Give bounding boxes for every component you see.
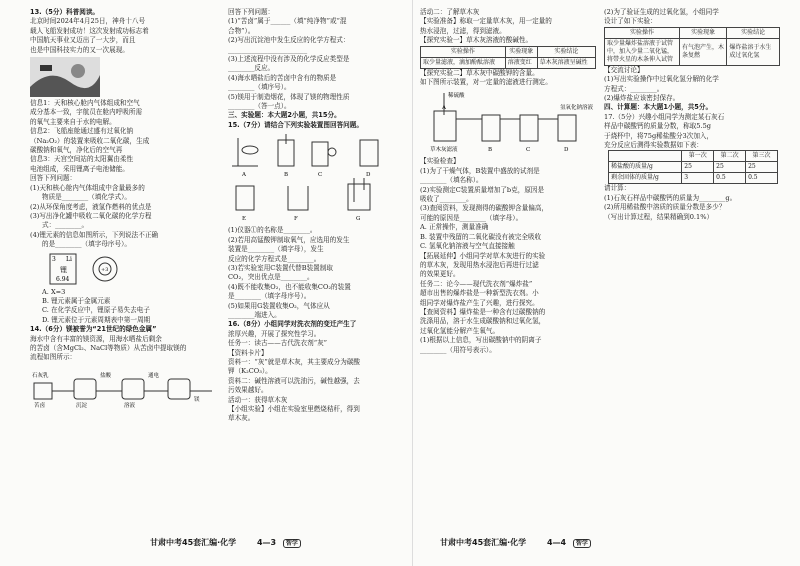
text-line: ________端进入。 xyxy=(228,310,281,319)
text-line: (5)镁用于制造烟花，体现了镁的物理性质 xyxy=(228,92,350,101)
text-line: 17.（5分）兴趣小组同学为测定某石灰石 xyxy=(604,112,725,121)
table-header: 实验操作 xyxy=(421,46,506,57)
text-line: 碳酸钠和氧气，净化后的空气再 xyxy=(30,146,123,155)
li-number: 3 xyxy=(52,255,56,263)
text-line: 信息1：天和核心舱内气体组成和空气 xyxy=(30,99,140,108)
text-line: 也是中国科技实力的又一次展现。 xyxy=(30,45,129,54)
table-cell: 剩余固体的质量/g xyxy=(609,173,682,184)
table-cell: 取少量爆炸盐溶液于试管中，加入少量二氧化锰，将带火星的木条伸入试管 xyxy=(605,38,680,65)
text-line: (2)为了验证生成的过氧化氢，小组同学 xyxy=(604,8,719,16)
text-line: 电池组成，采用锂离子电池储能。 xyxy=(30,164,129,173)
q14-heading: 14.（6分）镁被誉为“21世纪的绿色金属” xyxy=(30,325,157,334)
q13-4b: 的是________（填字母序号）。 xyxy=(42,240,132,249)
text-line: 吸收了________。 xyxy=(420,195,473,204)
text-line: 回答下列问题： xyxy=(228,8,275,16)
text-line: (3)查阅资料，发现测得的碳酸钾含量偏高， xyxy=(420,204,549,213)
text-line: B. 装置中残留的二氧化碳没有被完全吸收 xyxy=(420,232,542,241)
text-line: 活动二：了解草木灰 xyxy=(420,8,480,16)
activity-2-intro xyxy=(420,8,598,46)
q14-text xyxy=(30,335,222,363)
text-line: (2)实验测定C装置质量增加了b克，原因是 xyxy=(420,185,545,194)
li-mass: 6.94 xyxy=(56,275,70,283)
column-4 xyxy=(604,8,784,528)
table-header-row xyxy=(609,151,778,162)
q15-heading: 15.（7分）请结合下列实验装置图回答问题。 xyxy=(228,120,363,129)
experiment-2-text xyxy=(420,69,598,88)
text-line: CO₂，突出优点是________。 xyxy=(228,273,314,282)
text-line: (4)海水晒盐后的苦卤中含有的物质是 xyxy=(228,73,337,82)
figure-label: D xyxy=(366,172,371,179)
table-header: 实验结论 xyxy=(727,27,780,38)
text-line: (1)石灰石样品中碳酸钙的质量为________g。 xyxy=(604,193,737,202)
text-line: C. 氢氧化钠溶液与空气直接接触 xyxy=(420,242,515,251)
q15-text xyxy=(228,226,405,320)
text-line: ________（填名称）。 xyxy=(420,176,483,185)
section-4-title: 四、计算题：本大题1小题，共5分。 xyxy=(604,103,713,112)
experiment-check-text xyxy=(420,157,598,355)
column-1 xyxy=(30,8,222,528)
text-line: 装置是________（填字母），发生 xyxy=(228,245,324,254)
text-line: ________________________ xyxy=(228,45,308,54)
text-line: 合物”）。 xyxy=(228,26,255,35)
q17-text xyxy=(604,113,784,151)
text-line: 反应的化学方程式是________。 xyxy=(228,254,321,263)
text-line: 任务一：读古——古代洗衣剂“灰” xyxy=(228,339,328,348)
text-line: 超市出售的爆炸盐是一种新型洗衣剂。小 xyxy=(420,289,539,298)
table-header: 实验现象 xyxy=(680,27,727,38)
co2-measurement-apparatus xyxy=(420,89,596,155)
q13-3b: 式：________。 xyxy=(42,221,89,230)
text-line: (2)写出沉淀池中发生反应的化学方程式： xyxy=(228,36,350,45)
table-header: 第三次 xyxy=(746,151,778,162)
text-line: ________（答一点）。 xyxy=(228,102,291,111)
text-line: 【拓展延伸】小组同学对草木灰进行的实验 xyxy=(420,251,546,260)
text-line: 过氧化氢能分解产生氧气。 xyxy=(420,326,500,335)
text-line: B. 锂元素属于金属元素 xyxy=(42,296,111,305)
brand-badge-right: 智学 xyxy=(573,539,591,548)
figure-label: 氢氧化钠溶液 xyxy=(560,105,594,112)
text-line: 热水浸泡，过滤，得到滤液。 xyxy=(420,26,506,35)
column-3 xyxy=(420,8,598,528)
table-cell: 稀盐酸的质量/g xyxy=(609,162,682,173)
astronaut-image xyxy=(30,57,100,97)
table-cell: 0.5 xyxy=(746,173,778,184)
text-line: 海水中含有丰富的镁资源，用海水晒盐后剩余 xyxy=(30,334,162,343)
text-line: (2)所用稀盐酸中溶质的质量分数是多少？ xyxy=(604,203,726,212)
text-line: 信息3：天宫空间站的太阳翼由柔性 xyxy=(30,155,134,164)
text-line: (1)“苦卤”属于______（填“纯净物”或“混 xyxy=(228,17,347,26)
text-line: (2)爆炸盐应该密封保存。 xyxy=(604,94,680,103)
text-line: 浓厚兴趣，开展了探究性学习。 xyxy=(228,329,321,338)
table-header: 第一次 xyxy=(682,151,714,162)
figure-label: 稀硫酸 xyxy=(448,93,465,100)
text-line: 设计了如下实验： xyxy=(604,17,657,26)
intro-para xyxy=(30,17,222,55)
page-number-right: 4—4 xyxy=(546,537,567,547)
q14-continued xyxy=(228,8,405,111)
magnesium-flowchart xyxy=(30,365,220,409)
text-line: (1)根据以上信息，写出碳酸钠中的阴离子 xyxy=(420,336,542,345)
text-line: (3)若实验室用C装置代替B装置制取 xyxy=(228,263,333,272)
text-line: 洗涤用品，溶于水生成碳酸钠和过氧化氢， xyxy=(420,317,546,326)
text-line: 资料一：“灰”就是草木灰，其主要成分为碳酸 xyxy=(228,357,361,366)
figure-label: A xyxy=(442,105,446,112)
text-line: 资料二：碱性溶液可以洗油污，碱性越强，去 xyxy=(228,376,360,385)
text-line: ________（填序号）。 xyxy=(228,83,291,92)
text-line: 污效果越好。 xyxy=(228,386,268,395)
figure-label: B xyxy=(488,147,493,154)
table-row xyxy=(609,173,778,184)
discussion-text xyxy=(604,66,784,104)
table-header: 实验结论 xyxy=(537,46,595,57)
text-line: 成分基本一致，宇航员在舱内呼吸所需 xyxy=(30,108,143,117)
text-line: 【资料卡片】 xyxy=(228,348,268,357)
table-cell: 25 xyxy=(682,162,714,173)
figure-label: 盐酸 xyxy=(100,372,112,379)
text-line: A. X=3 xyxy=(42,287,66,296)
table-cell: 有气泡产生，木条复燃 xyxy=(680,38,727,65)
text-line: 流程如图所示： xyxy=(30,353,77,362)
table-header: 实验现象 xyxy=(505,46,537,57)
text-line: 的苦卤（含MgCl₂、NaCl等物质）从苦卤中提取镁的 xyxy=(30,343,187,352)
table-cell: 爆炸盐溶于水生成过氧化氢 xyxy=(727,38,780,65)
figure-label: 沉淀 xyxy=(76,402,88,409)
table-header: 第二次 xyxy=(714,151,746,162)
q13-1b: 物质是________（填化学式）。 xyxy=(42,193,132,202)
info-1 xyxy=(30,99,222,127)
data-table xyxy=(608,150,778,184)
text-line: 【查阅资料】爆炸盐是一种含有过碳酸钠的 xyxy=(420,307,546,316)
text-line: 北京时间2024年4月25日，神舟十八号 xyxy=(30,17,146,26)
text-line: 活动一：获得草木灰 xyxy=(228,395,288,404)
footer-right xyxy=(440,538,591,548)
text-line: 【实验准备】称取一定量草木灰，用一定量的 xyxy=(420,17,552,26)
table-cell: 取少量滤液，滴加酚酞溶液 xyxy=(421,57,506,68)
li-name: 锂 xyxy=(60,265,67,274)
text-line: A. 正常操作，测量准确 xyxy=(420,223,489,232)
experiment-table-1 xyxy=(420,46,596,69)
q16-heading: 16.（8分）小组同学对洗衣剂的变迁产生了 xyxy=(228,320,357,329)
info-2 xyxy=(30,127,222,155)
text-line: ________反应。 xyxy=(228,64,275,73)
figure-label: E xyxy=(242,216,247,223)
figure-label: 镁 xyxy=(194,396,200,403)
q13-heading: 13.（5分）科普阅读。 xyxy=(30,8,100,16)
text-line: 充分反应后测得实验数据如下表： xyxy=(604,141,703,150)
info-3 xyxy=(30,155,222,174)
table-row xyxy=(421,57,596,68)
figure-label: 石灰乳 xyxy=(32,372,49,379)
text-line: 【探究实验一】草木灰溶液的酸碱性。 xyxy=(420,36,533,45)
text-line: 可能的原因是________（填字母）。 xyxy=(420,213,523,222)
text-line: 钾（K₂CO₃）。 xyxy=(228,367,272,376)
text-line: C. 在化学反应中，锂原子易失去电子 xyxy=(42,306,150,315)
center-divider xyxy=(412,0,413,566)
table-cell: 溶液变红 xyxy=(505,57,537,68)
footer-left-title: 甘肃中考45套汇编·化学 xyxy=(150,537,237,547)
text-line: 【探究实验二】草木灰中碳酸钾的含量。 xyxy=(420,68,539,77)
table-header-row xyxy=(421,46,596,57)
text-line: 的草木灰，发现用热水浸泡后再进行过滤 xyxy=(420,260,539,269)
figure-label: 溶液 xyxy=(124,402,136,409)
text-line: (1)仪器①的名称是________。 xyxy=(228,226,317,235)
q13-4: (4)锂元素的信息如图所示，下列说法不正确 xyxy=(30,230,159,239)
text-line: 请计算： xyxy=(604,184,631,193)
lithium-element-card xyxy=(30,252,140,286)
text-line: 如下图所示装置，对一定量的滤液进行测定。 xyxy=(420,78,552,87)
page-number-left: 4—3 xyxy=(256,537,277,547)
text-line: 是________（填字母序号）。 xyxy=(228,292,311,301)
text-line: （写出计算过程，结果精确到0.1%） xyxy=(604,212,714,221)
brand-badge-left: 智学 xyxy=(283,539,301,548)
table-header-row xyxy=(605,27,780,38)
figure-label: A xyxy=(242,172,246,179)
table-header xyxy=(609,151,682,162)
column-2 xyxy=(228,8,405,528)
figure-label: C xyxy=(318,172,323,179)
experiment-table-2 xyxy=(604,27,780,66)
footer-left xyxy=(150,538,301,548)
table-cell: 25 xyxy=(746,162,778,173)
text-line: (1)为了干燥气体，B装置中盛放的试剂是 xyxy=(420,166,540,175)
text-line: (5)如果用G装置收集O₂，气体应从 xyxy=(228,301,330,310)
text-line: 样品中碳酸钙的质量分数，称取5.5g xyxy=(604,122,712,131)
table-cell: 草木灰溶液呈碱性 xyxy=(537,57,595,68)
text-line: 方程式：________。 xyxy=(604,84,664,93)
text-line: (1)写出实验操作中过氧化氢分解的化学 xyxy=(604,75,719,84)
text-line: 【交流讨论】 xyxy=(604,65,644,74)
q17-tail xyxy=(604,184,784,222)
text-line: （Na₂O₂）的装置来吸收二氧化碳，生成 xyxy=(30,136,150,145)
text-line: D. 锂元素位于元素周期表中第一周期 xyxy=(42,315,151,324)
text-line: 【实验检查】 xyxy=(420,157,460,166)
text-line: 信息2：飞船座舱通过盛有过氧化钠 xyxy=(30,127,134,136)
text-line: 的效果更好。 xyxy=(420,270,460,279)
q13-2: (2)从环保角度考虑，液氢作燃料的优点是 xyxy=(30,202,152,211)
figure-label: G xyxy=(356,216,361,223)
lab-apparatus-figure xyxy=(228,132,404,224)
q13-options xyxy=(30,288,222,326)
text-line: 【小组实验】小组在实验室里燃烧秸秆，得到 xyxy=(228,405,360,413)
q13-1: (1)天和核心舱内气体组成中含量最多的 xyxy=(30,183,145,192)
text-line: 中国航天事业又迈出了一大步，而且 xyxy=(30,36,136,45)
figure-label: 草木灰滤液 xyxy=(430,147,458,154)
figure-label: 通电 xyxy=(148,372,160,379)
table-cell: 25 xyxy=(714,162,746,173)
text-line: 草木灰。 xyxy=(228,414,255,423)
table-row xyxy=(609,162,778,173)
table-cell: 3 xyxy=(682,173,714,184)
text-line: (2)若用高锰酸钾制取氧气，应选用的发生 xyxy=(228,235,350,244)
table-cell: 0.5 xyxy=(714,173,746,184)
text-line: 载人飞船发射成功！这次发射成功标志着 xyxy=(30,26,149,35)
text-line: (3)上述流程中没有涉及的化学反应类型是 xyxy=(228,55,350,64)
text-line: 组同学对爆炸盐产生了兴趣，进行探究。 xyxy=(420,298,539,307)
answer-lead: 回答下列问题： xyxy=(30,174,77,183)
text-line: (4)既不能收集O₂，也不能收集CO₂的装置 xyxy=(228,282,351,291)
table-row xyxy=(605,38,780,65)
figure-label: D xyxy=(564,147,569,154)
figure-label: 苦卤 xyxy=(34,402,46,409)
svg-text:+3: +3 xyxy=(101,266,109,273)
figure-label: C xyxy=(526,147,531,154)
section-3-title: 三、实验题：本大题2小题，共15分。 xyxy=(228,111,341,120)
q13-3: (3)写出净化罐中吸收二氧化碳的化学方程 xyxy=(30,211,152,220)
q16-text xyxy=(228,330,405,424)
q16-verify-text xyxy=(604,8,784,27)
footer-right-title: 甘肃中考45套汇编·化学 xyxy=(440,537,527,547)
table-header: 实验操作 xyxy=(605,27,680,38)
figure-label: B xyxy=(284,172,289,179)
text-line: ________（用符号表示）。 xyxy=(420,345,496,354)
text-line: 的氧气主要来自于水的电解。 xyxy=(30,117,116,126)
text-line: 任务二：论今——现代洗衣剂“爆炸盐” xyxy=(420,279,533,288)
figure-label: F xyxy=(294,216,298,223)
li-symbol: Li xyxy=(66,255,72,263)
text-line: 于烧杯中，将75g稀盐酸分3次加入， xyxy=(604,131,714,140)
